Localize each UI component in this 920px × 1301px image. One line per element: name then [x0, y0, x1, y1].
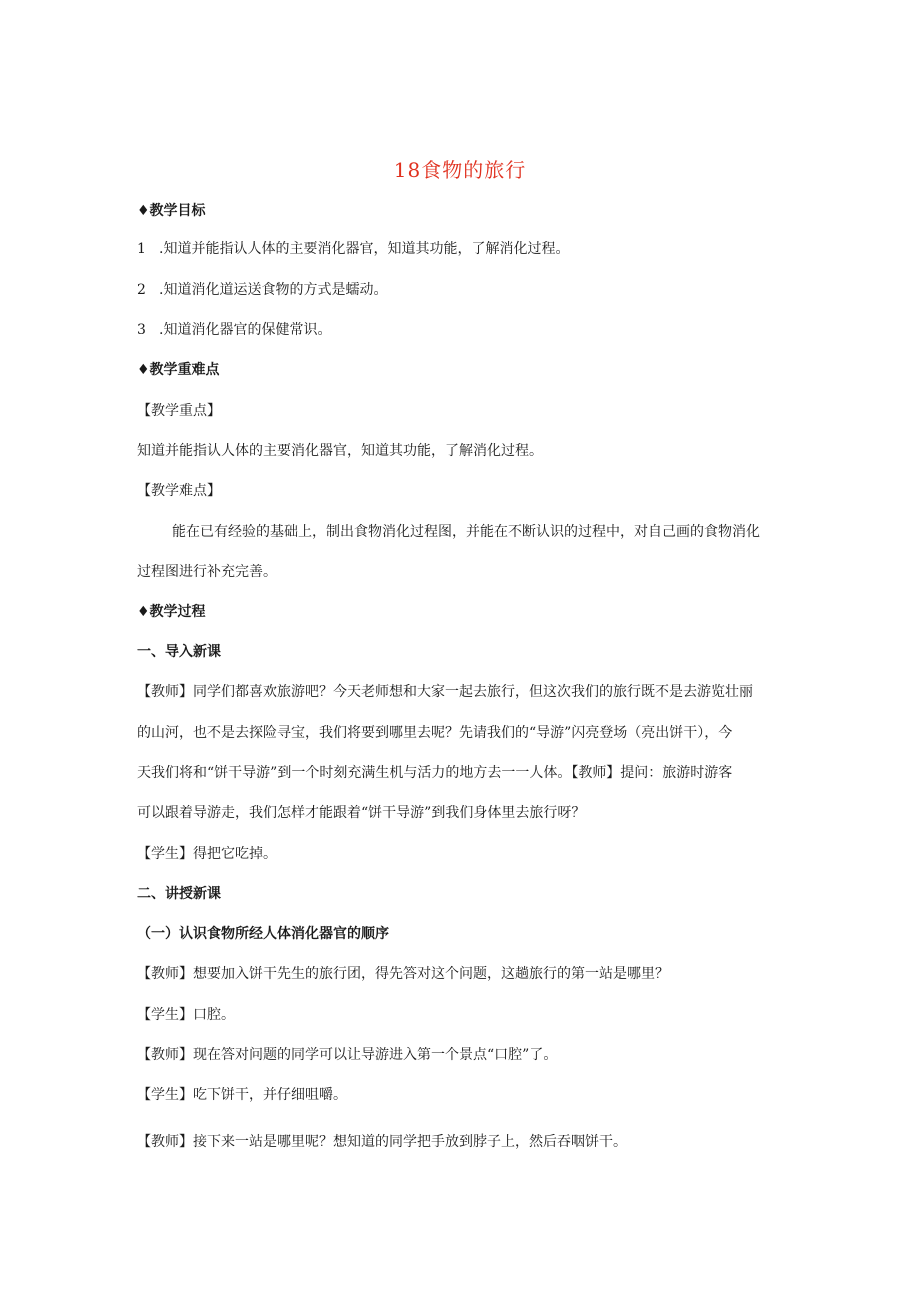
key-point-text: 知道并能指认人体的主要消化器官，知道其功能，了解消化过程。 [137, 443, 543, 459]
difficult-text-line: 能在已有经验的基础上，制出食物消化过程图，并能在不断认识的过程中，对自己画的食物消化 [172, 524, 760, 540]
part2-heading: 二、讲授新课 [137, 886, 221, 902]
objective-item [137, 280, 387, 300]
paragraph-line: 【教师】同学们都喜欢旅游吧？今天老师想和大家一起去旅行，但这次我们的旅行既不是去游览壮丽 [137, 684, 753, 700]
key-point-label: 【教学重点】 [137, 403, 221, 419]
objective-text: .知道消化道运送食物的方式是蠕动。 [159, 282, 388, 298]
dialogue-line: 【教师】想要加入饼干先生的旅行团，得先答对这个问题，这趟旅行的第一站是哪里？ [137, 966, 669, 982]
difficult-label: 【教学难点】 [137, 483, 221, 499]
section-heading-key-difficult: ♦教学重难点 [137, 362, 220, 378]
student-reply: 【学生】得把它吃掉。 [137, 846, 277, 862]
section-heading-objectives: ♦教学目标 [137, 203, 206, 219]
paragraph-line: 天我们将和“饼干导游”到一个时刻充满生机与活力的地方去一一人体。【教师】提问：旅游时游客 [137, 765, 733, 781]
difficult-text-line: 过程图进行补充完善。 [137, 564, 277, 580]
objective-number: 3 [137, 322, 146, 338]
objective-number: 2 [137, 282, 146, 298]
part1-heading: 一、导入新课 [137, 644, 221, 660]
objective-number: 1 [137, 241, 146, 257]
dialogue-line: 【教师】接下来一站是哪里呢？想知道的同学把手放到脖子上，然后吞咽饼干。 [137, 1134, 627, 1150]
page-title: 18食物的旅行 [393, 158, 527, 182]
dialogue-line: 【学生】口腔。 [137, 1007, 235, 1023]
dialogue-line: 【教师】现在答对问题的同学可以让导游进入第一个景点“口腔”了。 [137, 1047, 558, 1063]
paragraph-line: 的山河，也不是去探险寻宝，我们将要到哪里去呢？先请我们的“导游”闪亮登场（亮出饼干），今 [137, 725, 733, 741]
section-heading-process: ♦教学过程 [137, 604, 206, 620]
objective-item [137, 320, 331, 340]
objective-text: .知道并能指认人体的主要消化器官，知道其功能，了解消化过程。 [159, 241, 570, 257]
dialogue-line: 【学生】吃下饼干，并仔细咀嚼。 [137, 1087, 347, 1103]
part2-subheading: （一）认识食物所经人体消化器官的顺序 [137, 926, 389, 942]
objective-text: .知道消化器官的保健常识。 [159, 322, 332, 338]
paragraph-line: 可以跟着导游走，我们怎样才能跟着“饼干导游”到我们身体里去旅行呀？ [137, 805, 586, 821]
objective-item [137, 239, 569, 259]
